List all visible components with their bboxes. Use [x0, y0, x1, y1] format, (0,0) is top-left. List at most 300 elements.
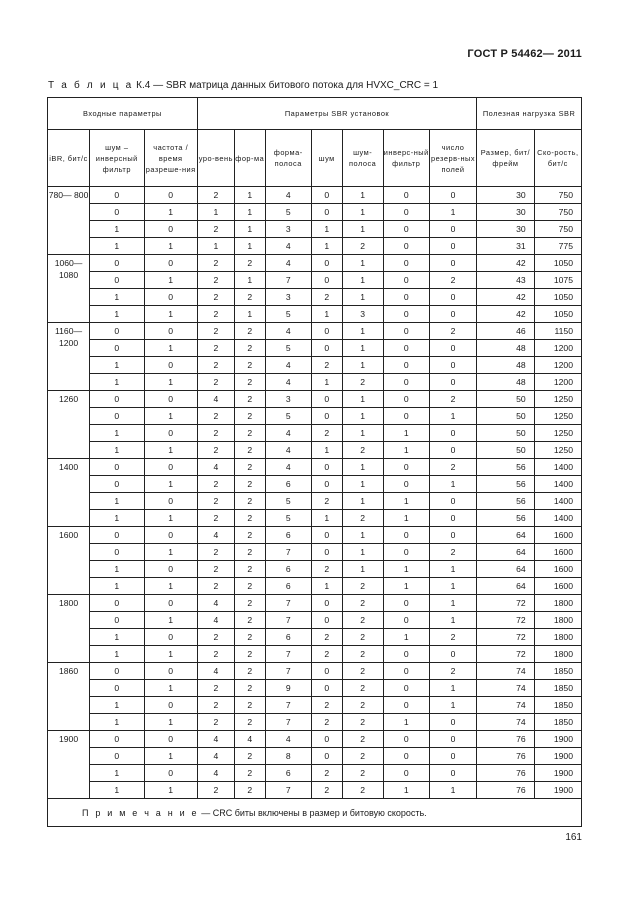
- table-cell: 0: [429, 646, 476, 663]
- table-cell: 2: [311, 561, 342, 578]
- table-cell: 1: [429, 561, 476, 578]
- table-cell: 1600: [534, 527, 581, 544]
- table-cell: 0: [383, 748, 429, 765]
- table-cell: 6: [265, 629, 311, 646]
- caption-text: К.4 — SBR матрица данных битового потока для HVXC_CRC = 1: [133, 80, 439, 91]
- group-header-row: [48, 98, 582, 130]
- table-cell: 1: [342, 221, 383, 238]
- table-cell: 2: [342, 748, 383, 765]
- table-row: [48, 782, 582, 799]
- table-cell: 2: [342, 782, 383, 799]
- table-cell: 1: [429, 476, 476, 493]
- table-row: [48, 493, 582, 510]
- table-cell: 50: [477, 408, 534, 425]
- table-cell: 1: [383, 493, 429, 510]
- table-cell: 0: [90, 340, 144, 357]
- table-cell: 0: [383, 612, 429, 629]
- table-cell: 1: [234, 272, 265, 289]
- table-note: [48, 799, 582, 827]
- table-cell: 1: [90, 646, 144, 663]
- table-cell: 0: [90, 527, 144, 544]
- table-cell: 2: [342, 612, 383, 629]
- table-cell: 1800: [534, 612, 581, 629]
- table-cell: 72: [477, 612, 534, 629]
- table-cell: 2: [342, 714, 383, 731]
- table-cell: 2: [342, 578, 383, 595]
- table-cell: 1: [429, 612, 476, 629]
- table-cell: 1: [342, 493, 383, 510]
- table-cell: 4: [265, 187, 311, 204]
- bitrate-cell: 1400: [48, 459, 90, 527]
- table-cell: 2: [234, 714, 265, 731]
- table-cell: 2: [197, 272, 234, 289]
- table-cell: 0: [429, 714, 476, 731]
- table-cell: 1: [342, 391, 383, 408]
- table-cell: 1200: [534, 357, 581, 374]
- table-cell: 0: [90, 595, 144, 612]
- table-cell: 2: [342, 629, 383, 646]
- table-cell: 0: [144, 527, 197, 544]
- table-cell: 1: [311, 221, 342, 238]
- table-cell: 0: [144, 561, 197, 578]
- table-cell: 1: [342, 340, 383, 357]
- table-cell: 1: [197, 204, 234, 221]
- table-row: [48, 408, 582, 425]
- table-cell: 0: [311, 527, 342, 544]
- table-cell: 2: [197, 221, 234, 238]
- table-cell: 43: [477, 272, 534, 289]
- table-cell: 750: [534, 187, 581, 204]
- table-cell: 2: [234, 442, 265, 459]
- table-cell: 0: [311, 204, 342, 221]
- table-cell: 2: [311, 289, 342, 306]
- table-cell: 74: [477, 680, 534, 697]
- table-cell: 0: [144, 221, 197, 238]
- table-cell: 4: [197, 663, 234, 680]
- table-cell: 1250: [534, 425, 581, 442]
- table-cell: 1: [90, 238, 144, 255]
- table-cell: 42: [477, 255, 534, 272]
- table-cell: 0: [429, 510, 476, 527]
- table-cell: 1: [234, 238, 265, 255]
- table-cell: 56: [477, 476, 534, 493]
- table-cell: 1: [144, 544, 197, 561]
- table-cell: 4: [197, 391, 234, 408]
- table-cell: 1: [311, 374, 342, 391]
- table-cell: 1: [90, 561, 144, 578]
- table-cell: 2: [311, 646, 342, 663]
- table-cell: 0: [383, 765, 429, 782]
- table-cell: 1800: [534, 595, 581, 612]
- table-row: [48, 323, 582, 340]
- table-cell: 0: [90, 748, 144, 765]
- table-cell: 0: [429, 187, 476, 204]
- table-cell: 0: [311, 340, 342, 357]
- table-cell: 2: [234, 323, 265, 340]
- table-cell: 74: [477, 714, 534, 731]
- table-cell: 1: [144, 680, 197, 697]
- table-cell: 1150: [534, 323, 581, 340]
- table-cell: 0: [90, 731, 144, 748]
- table-row: [48, 289, 582, 306]
- table-cell: 1: [342, 476, 383, 493]
- table-cell: 1: [429, 204, 476, 221]
- table-row: [48, 510, 582, 527]
- table-cell: 2: [197, 374, 234, 391]
- bitrate-cell: 1160— 1200: [48, 323, 90, 391]
- table-cell: 2: [197, 306, 234, 323]
- table-row: [48, 204, 582, 221]
- table-row: [48, 578, 582, 595]
- table-cell: 2: [234, 646, 265, 663]
- table-cell: 2: [234, 663, 265, 680]
- table-cell: 2: [197, 255, 234, 272]
- table-cell: 1600: [534, 578, 581, 595]
- column-header: форма-полоса: [265, 130, 311, 187]
- table-cell: 1: [383, 442, 429, 459]
- table-cell: 6: [265, 561, 311, 578]
- table-cell: 1: [144, 612, 197, 629]
- table-cell: 0: [383, 187, 429, 204]
- table-cell: 1400: [534, 476, 581, 493]
- table-cell: 0: [90, 255, 144, 272]
- table-cell: 0: [429, 374, 476, 391]
- table-cell: 1: [342, 323, 383, 340]
- table-cell: 0: [429, 357, 476, 374]
- table-cell: 1: [342, 255, 383, 272]
- table-row: [48, 391, 582, 408]
- table-cell: 0: [383, 255, 429, 272]
- table-cell: 2: [234, 527, 265, 544]
- table-cell: 2: [234, 255, 265, 272]
- table-cell: 2: [197, 442, 234, 459]
- table-cell: 0: [311, 408, 342, 425]
- table-cell: 2: [197, 561, 234, 578]
- table-cell: 1: [234, 187, 265, 204]
- table-cell: 1900: [534, 731, 581, 748]
- table-cell: 0: [429, 442, 476, 459]
- table-cell: 1: [429, 782, 476, 799]
- table-cell: 1: [429, 697, 476, 714]
- table-cell: 1: [90, 765, 144, 782]
- table-cell: 1: [144, 340, 197, 357]
- table-cell: 0: [311, 595, 342, 612]
- table-cell: 2: [197, 578, 234, 595]
- table-row: [48, 765, 582, 782]
- table-cell: 2: [197, 425, 234, 442]
- column-header: шум: [311, 130, 342, 187]
- table-cell: 1: [383, 782, 429, 799]
- table-cell: 2: [311, 782, 342, 799]
- bitrate-cell: 1800: [48, 595, 90, 663]
- column-header: фор-ма: [234, 130, 265, 187]
- table-cell: 1850: [534, 697, 581, 714]
- note-text: — CRC биты включены в размер и битовую скорость.: [198, 807, 427, 818]
- table-cell: 0: [311, 680, 342, 697]
- table-row: [48, 272, 582, 289]
- table-cell: 1: [234, 306, 265, 323]
- table-cell: 1: [429, 578, 476, 595]
- table-cell: 0: [90, 391, 144, 408]
- table-cell: 0: [311, 544, 342, 561]
- table-cell: 2: [342, 595, 383, 612]
- table-cell: 2: [342, 442, 383, 459]
- table-cell: 2: [234, 697, 265, 714]
- table-cell: 1: [90, 306, 144, 323]
- table-cell: 0: [429, 748, 476, 765]
- table-row: [48, 255, 582, 272]
- table-cell: 3: [265, 391, 311, 408]
- table-row: [48, 714, 582, 731]
- table-cell: 1: [197, 238, 234, 255]
- table-cell: 1: [144, 646, 197, 663]
- table-cell: 48: [477, 374, 534, 391]
- table-cell: 2: [342, 374, 383, 391]
- table-cell: 56: [477, 459, 534, 476]
- table-cell: 2: [234, 374, 265, 391]
- table-cell: 0: [311, 612, 342, 629]
- table-cell: 76: [477, 765, 534, 782]
- table-cell: 6: [265, 476, 311, 493]
- table-cell: 0: [383, 680, 429, 697]
- table-cell: 2: [342, 238, 383, 255]
- table-cell: 2: [429, 629, 476, 646]
- table-cell: 3: [265, 221, 311, 238]
- table-cell: 0: [90, 459, 144, 476]
- table-cell: 1: [383, 561, 429, 578]
- table-cell: 2: [342, 646, 383, 663]
- table-cell: 0: [429, 527, 476, 544]
- column-header: уро-вень: [197, 130, 234, 187]
- table-cell: 56: [477, 493, 534, 510]
- table-cell: 750: [534, 204, 581, 221]
- table-cell: 2: [234, 748, 265, 765]
- table-cell: 2: [234, 340, 265, 357]
- table-cell: 1: [429, 680, 476, 697]
- table-cell: 4: [265, 357, 311, 374]
- table-cell: 1: [144, 578, 197, 595]
- table-cell: 0: [311, 476, 342, 493]
- table-cell: 2: [197, 476, 234, 493]
- table-cell: 0: [429, 306, 476, 323]
- table-cell: 1250: [534, 408, 581, 425]
- table-cell: 0: [383, 306, 429, 323]
- table-cell: 1: [90, 782, 144, 799]
- table-cell: 1: [311, 578, 342, 595]
- table-cell: 0: [383, 289, 429, 306]
- table-cell: 0: [144, 323, 197, 340]
- table-cell: 2: [197, 629, 234, 646]
- table-cell: 0: [90, 544, 144, 561]
- table-cell: 0: [311, 255, 342, 272]
- table-cell: 50: [477, 391, 534, 408]
- table-cell: 0: [90, 408, 144, 425]
- table-cell: 2: [311, 357, 342, 374]
- table-cell: 4: [234, 731, 265, 748]
- bitrate-cell: 1060— 1080: [48, 255, 90, 323]
- table-cell: 0: [383, 323, 429, 340]
- table-cell: 0: [144, 629, 197, 646]
- table-cell: 2: [234, 612, 265, 629]
- group-header-payload: Полезная нагрузка SBR: [477, 98, 582, 130]
- table-cell: 1200: [534, 374, 581, 391]
- table-row: [48, 612, 582, 629]
- table-cell: 2: [311, 697, 342, 714]
- table-cell: 2: [197, 544, 234, 561]
- table-cell: 4: [265, 425, 311, 442]
- table-cell: 1050: [534, 255, 581, 272]
- table-cell: 1: [383, 425, 429, 442]
- table-cell: 2: [234, 493, 265, 510]
- table-cell: 4: [265, 255, 311, 272]
- table-cell: 1: [429, 408, 476, 425]
- table-cell: 1: [90, 357, 144, 374]
- table-cell: 1600: [534, 561, 581, 578]
- table-cell: 0: [311, 731, 342, 748]
- table-cell: 0: [311, 187, 342, 204]
- table-cell: 1: [90, 697, 144, 714]
- table-cell: 1: [90, 578, 144, 595]
- column-header-row: [48, 130, 582, 187]
- table-cell: 5: [265, 204, 311, 221]
- table-cell: 0: [383, 221, 429, 238]
- table-cell: 64: [477, 527, 534, 544]
- table-cell: 5: [265, 306, 311, 323]
- table-row: [48, 374, 582, 391]
- table-cell: 0: [383, 731, 429, 748]
- table-cell: 0: [383, 476, 429, 493]
- table-cell: 1: [90, 510, 144, 527]
- table-cell: 2: [429, 544, 476, 561]
- table-cell: 0: [383, 340, 429, 357]
- table-cell: 1400: [534, 510, 581, 527]
- table-row: [48, 425, 582, 442]
- table-cell: 72: [477, 595, 534, 612]
- table-cell: 7: [265, 663, 311, 680]
- table-cell: 1: [342, 561, 383, 578]
- table-cell: 0: [144, 255, 197, 272]
- table-body: [48, 187, 582, 827]
- table-cell: 64: [477, 561, 534, 578]
- table-cell: 3: [265, 289, 311, 306]
- column-header: инверс-ный фильтр: [383, 130, 429, 187]
- table-cell: 1: [144, 714, 197, 731]
- table-cell: 72: [477, 629, 534, 646]
- table-cell: 2: [234, 578, 265, 595]
- table-cell: 7: [265, 595, 311, 612]
- table-cell: 1: [90, 374, 144, 391]
- table-cell: 1: [429, 595, 476, 612]
- table-cell: 0: [144, 357, 197, 374]
- table-cell: 0: [90, 663, 144, 680]
- table-cell: 2: [197, 289, 234, 306]
- table-cell: 1: [383, 629, 429, 646]
- table-cell: 48: [477, 340, 534, 357]
- table-cell: 1050: [534, 306, 581, 323]
- table-cell: 31: [477, 238, 534, 255]
- table-cell: 2: [342, 510, 383, 527]
- table-cell: 0: [144, 187, 197, 204]
- table-cell: 4: [197, 731, 234, 748]
- table-cell: 0: [429, 255, 476, 272]
- table-cell: 6: [265, 765, 311, 782]
- table-cell: 4: [197, 595, 234, 612]
- table-cell: 1: [234, 221, 265, 238]
- table-cell: 0: [383, 408, 429, 425]
- table-row: [48, 476, 582, 493]
- table-cell: 0: [383, 697, 429, 714]
- table-row: [48, 646, 582, 663]
- table-cell: 2: [234, 595, 265, 612]
- table-cell: 0: [429, 221, 476, 238]
- table-cell: 76: [477, 748, 534, 765]
- table-cell: 1: [90, 442, 144, 459]
- table-cell: 7: [265, 272, 311, 289]
- table-cell: 4: [265, 238, 311, 255]
- table-cell: 30: [477, 221, 534, 238]
- note-lead: П р и м е ч а н и е: [82, 807, 199, 818]
- table-cell: 1: [144, 374, 197, 391]
- table-row: [48, 561, 582, 578]
- table-cell: 7: [265, 646, 311, 663]
- table-cell: 0: [90, 204, 144, 221]
- table-cell: 2: [197, 510, 234, 527]
- bitrate-cell: 1600: [48, 527, 90, 595]
- table-cell: 64: [477, 578, 534, 595]
- table-cell: 56: [477, 510, 534, 527]
- table-cell: 1: [342, 204, 383, 221]
- table-cell: 0: [311, 391, 342, 408]
- table-cell: 2: [197, 493, 234, 510]
- table-cell: 46: [477, 323, 534, 340]
- bitrate-cell: 780— 800: [48, 187, 90, 255]
- table-cell: 1075: [534, 272, 581, 289]
- table-cell: 1: [144, 748, 197, 765]
- table-cell: 0: [311, 272, 342, 289]
- table-cell: 1: [90, 221, 144, 238]
- table-cell: 2: [342, 680, 383, 697]
- table-cell: 0: [383, 459, 429, 476]
- table-cell: 2: [197, 714, 234, 731]
- table-cell: 1: [342, 527, 383, 544]
- table-cell: 2: [197, 680, 234, 697]
- table-cell: 2: [197, 357, 234, 374]
- table-cell: 2: [197, 697, 234, 714]
- table-cell: 1: [144, 272, 197, 289]
- standard-code: ГОСТ Р 54462— 2011: [467, 48, 582, 60]
- table-cell: 1: [342, 272, 383, 289]
- table-cell: 2: [342, 765, 383, 782]
- table-cell: 5: [265, 408, 311, 425]
- table-cell: 2: [429, 663, 476, 680]
- page-number: 161: [565, 832, 582, 843]
- table-row: [48, 663, 582, 680]
- bitrate-cell: 1900: [48, 731, 90, 799]
- table-cell: 0: [144, 493, 197, 510]
- table-cell: 2: [234, 425, 265, 442]
- table-cell: 2: [342, 697, 383, 714]
- table-cell: 2: [197, 323, 234, 340]
- table-cell: 1: [90, 425, 144, 442]
- table-cell: 4: [197, 612, 234, 629]
- table-cell: 1900: [534, 748, 581, 765]
- table-cell: 1: [383, 578, 429, 595]
- column-header: iBR, бит/с: [48, 130, 90, 187]
- table-cell: 1: [144, 782, 197, 799]
- table-cell: 0: [90, 272, 144, 289]
- table-cell: 0: [144, 459, 197, 476]
- table-cell: 2: [234, 561, 265, 578]
